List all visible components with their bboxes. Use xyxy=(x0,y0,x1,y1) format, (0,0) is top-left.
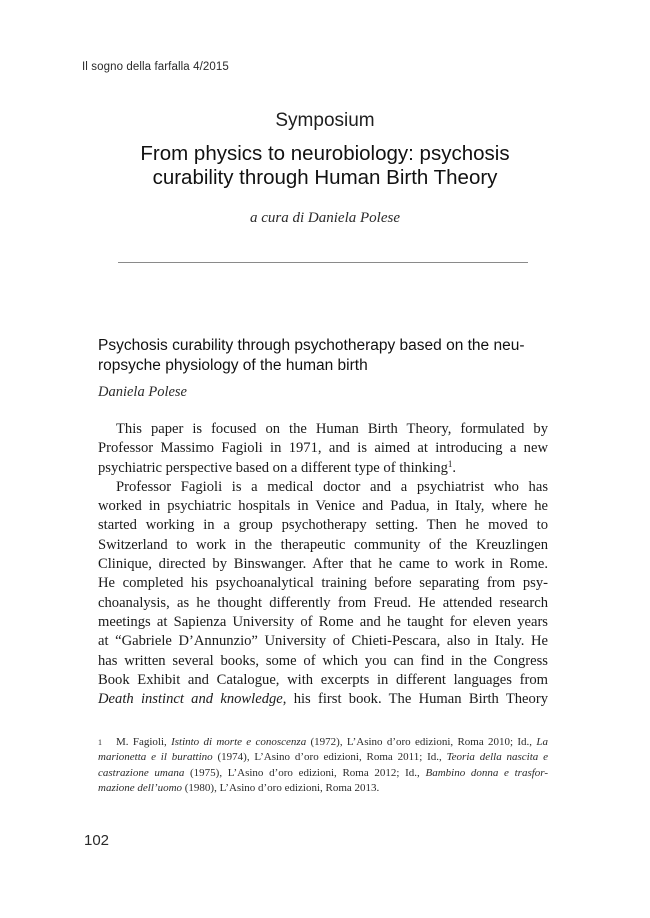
book-title: La xyxy=(536,736,548,748)
footnote-text: M. Fagioli, xyxy=(116,736,172,748)
body-text xyxy=(98,420,548,709)
book-title: Bambino donna e trasfor- xyxy=(425,766,549,779)
title-divider xyxy=(118,262,528,263)
body-line-end: . xyxy=(452,459,457,476)
body-line: started working in a group psychotherapy setting. Then he moved to xyxy=(98,517,548,534)
footnote xyxy=(98,735,548,797)
body-line: choanalysis, as he thought differently from Freud. He attended research xyxy=(98,594,548,611)
body-line: has written several books, some of which you can find in the Congress xyxy=(98,652,548,669)
footnote-line xyxy=(98,750,548,765)
body-line: Clinique, directed by Binswanger. After that he came to work in Rome. xyxy=(98,556,548,573)
book-title: mazione dell’uomo xyxy=(98,782,183,795)
author-name: Daniela Polese xyxy=(98,384,187,400)
footnote-marker: 1 xyxy=(98,738,102,747)
body-line: This paper is focused on the Human Birth Theory, formulated by xyxy=(116,421,548,437)
body-line: Professor Fagioli is a medical doctor and a psychiatrist who has xyxy=(116,478,548,495)
footnote-text: (1972), L’Asino d’oro edizioni, Roma 2010; Id., xyxy=(306,736,537,748)
editor-credit: a cura di Daniela Polese xyxy=(250,210,400,226)
footnote-text: (1975), L’Asino d’oro edizioni, Roma 2012; Id., xyxy=(184,766,426,779)
body-line: Switzerland to work in the therapeutic community of the Kreuzlingen xyxy=(98,536,548,553)
main-title xyxy=(90,142,560,190)
body-line-text: , his first book. The Human Birth Theory xyxy=(282,691,548,708)
footnote-reference: 1 xyxy=(447,458,453,469)
body-line: He completed his psychoanalytical training before separating from psy- xyxy=(98,575,548,592)
running-head: Il sogno della farfalla 4/2015 xyxy=(82,61,229,73)
footnote-line xyxy=(98,735,548,750)
main-title-line-1: From physics to neurobiology: psychosis xyxy=(140,142,510,165)
body-line xyxy=(98,690,548,709)
body-line-text: psychiatric perspective based on a different type of thinking xyxy=(98,459,448,476)
book-title: Death instinct and knowledge xyxy=(98,691,283,708)
main-title-line-2: curability through Human Birth Theory xyxy=(152,166,498,189)
section-label: Symposium xyxy=(275,110,375,131)
book-title: Istinto di morte e conoscenza xyxy=(171,736,307,748)
body-line: meetings at Sapienza University of Rome and he taught for eleven years xyxy=(98,613,548,630)
body-line: Book Exhibit and Catalogue, with excerpts in different languages from xyxy=(98,671,548,688)
body-line: worked in psychiatric hospitals in Venice and Padua, in Italy, where he xyxy=(98,498,548,515)
body-line: at “Gabriele D’Annunzio” University of Chieti-Pescara, also in Italy. He xyxy=(98,633,548,650)
footnote-text: (1974), L’Asino d’oro edizioni, Roma 2011; Id., xyxy=(212,751,447,764)
book-title: castrazione umana xyxy=(98,766,185,779)
book-title: marionetta e il burattino xyxy=(98,751,213,764)
article-title-line-2: ropsyche physiology of the human birth xyxy=(98,357,368,374)
footnote-text: (1980), L’Asino d’oro edizioni, Roma 2013. xyxy=(182,782,380,795)
body-line: Professor Massimo Fagioli in 1971, and is aimed at introducing a new xyxy=(98,440,548,457)
book-title: Teoria della nascita e xyxy=(446,751,548,764)
page-number: 102 xyxy=(84,832,110,849)
article-title xyxy=(98,336,548,376)
body-line xyxy=(98,459,548,478)
footnote-line xyxy=(98,766,548,781)
article-title-line-1: Psychosis curability through psychotherapy based on the neu- xyxy=(98,337,525,354)
footnote-line xyxy=(98,781,548,796)
